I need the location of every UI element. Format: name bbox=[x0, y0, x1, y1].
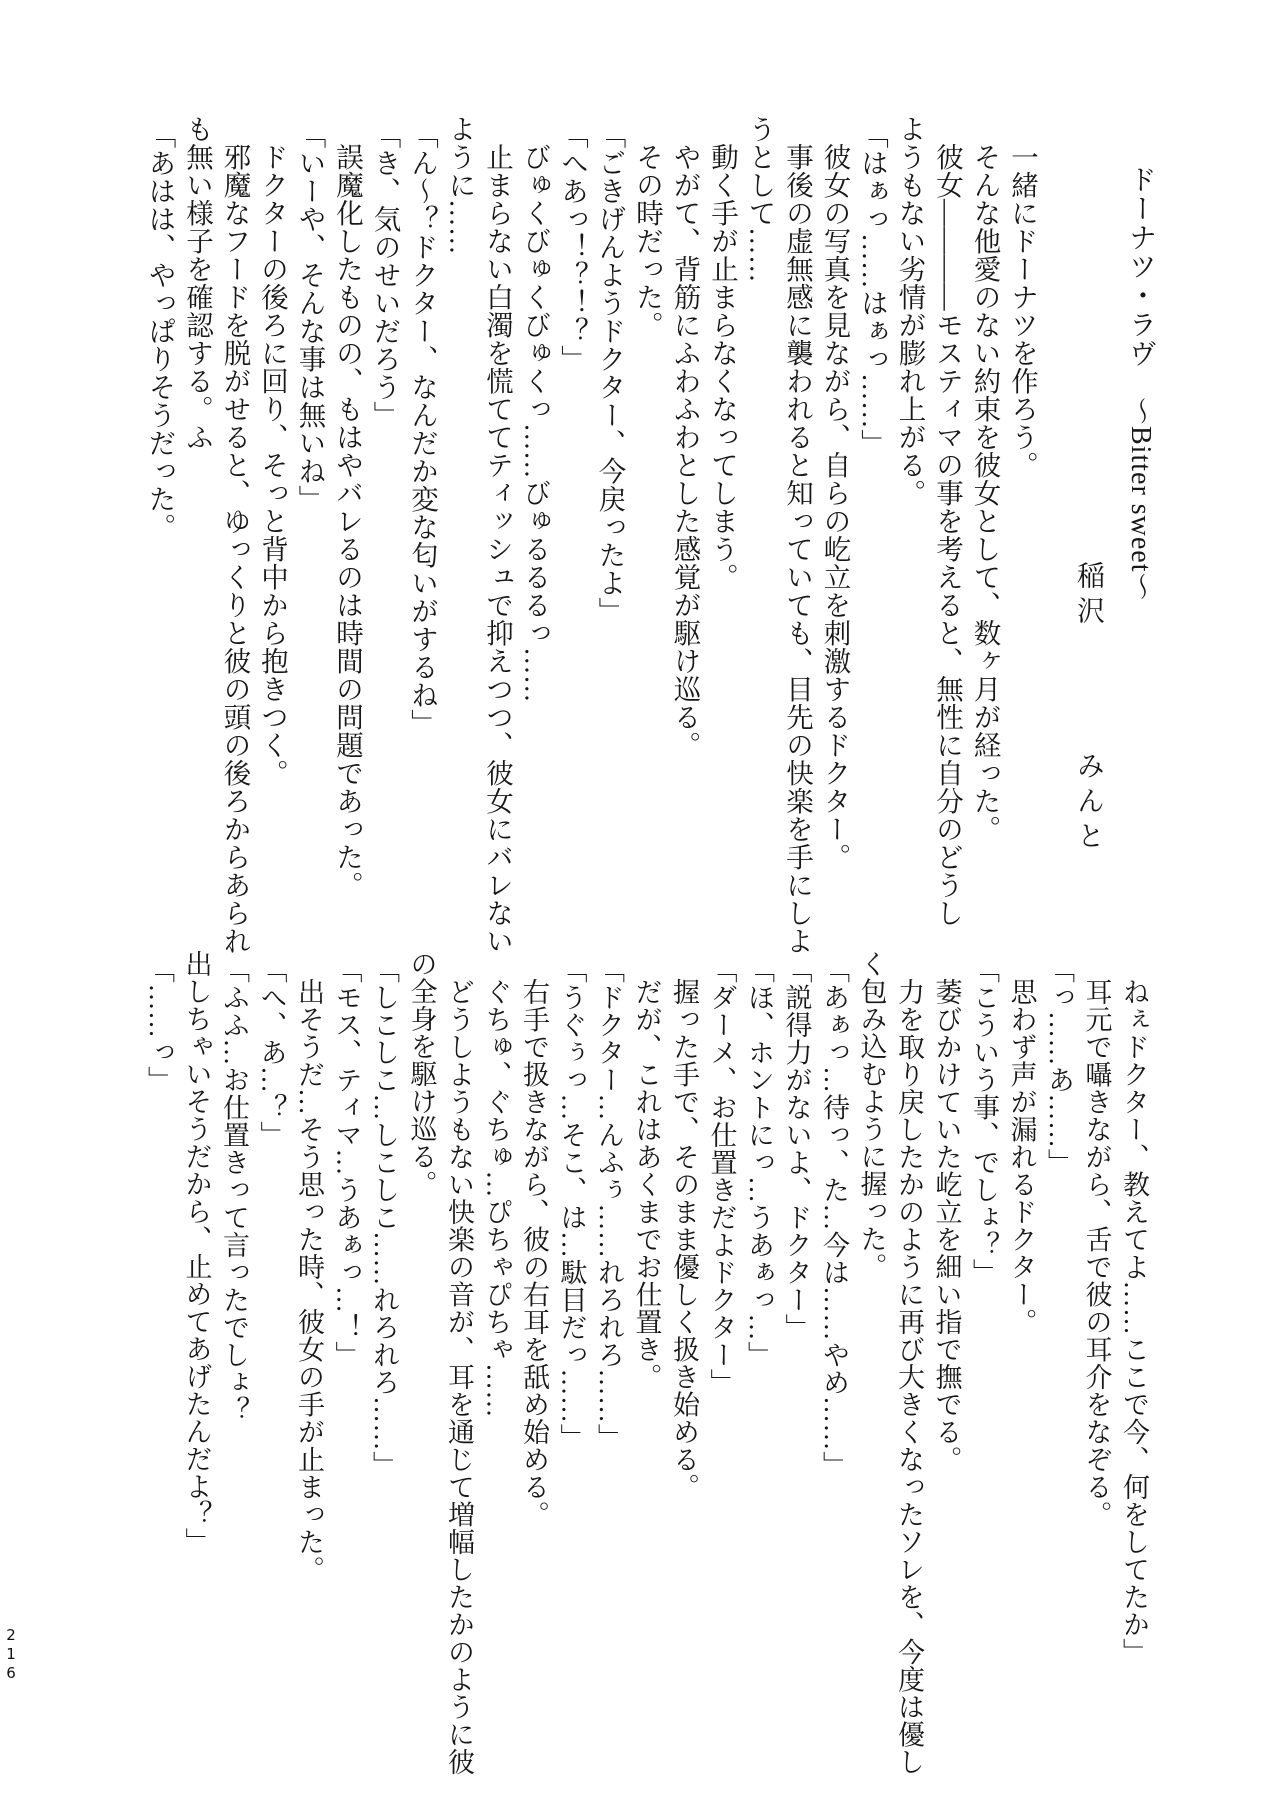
dialogue-column: 「へあっ！？！？」 bbox=[557, 121, 588, 373]
dialogue-column: 「ほ、ホントにっ…うあぁっ…」 bbox=[744, 956, 774, 1369]
dialogue-column: 「ドクター…んふぅ……れろれろ……」 bbox=[594, 956, 624, 1451]
author-name-gap bbox=[1088, 631, 1089, 751]
dialogue-column: 「こういう事、でしょ？」 bbox=[969, 956, 999, 1286]
paragraph-column: やがて、背筋にふわふわとした感覚が駆け巡る。 bbox=[669, 143, 701, 759]
paragraph-column: 動く手が止まらなくなってしまう。 bbox=[707, 143, 738, 591]
paragraph-column: その時だった。 bbox=[632, 143, 663, 339]
continuation-column: 出しちゃいそうだから、止めてあげたんだよ？」 bbox=[181, 950, 212, 1555]
author-name-part: みんと bbox=[1073, 751, 1104, 856]
dialogue-column: 「モス、ティマ…うあぁっ…！」 bbox=[331, 956, 362, 1369]
continuation-column: ように…… bbox=[444, 115, 476, 255]
dialogue-column: 「ごきげんようドクター、今戻ったよ」 bbox=[594, 121, 626, 625]
paragraph-column: 握った手で、そのまま優しく扱き始める。 bbox=[669, 978, 699, 1501]
continuation-column: うとして…… bbox=[744, 115, 776, 283]
dialogue-column: 「いーや、そんな事は無いね」 bbox=[294, 121, 326, 513]
story-title-column: ドーナツ・ラヴ ～Bitter sweet～ bbox=[1125, 165, 1156, 602]
paragraph-column: 思わず声が漏れるドクター。 bbox=[1006, 978, 1037, 1336]
dialogue-column: 「説得力がないよ、ドクター」 bbox=[781, 956, 812, 1341]
paragraph-column: 一緒にドーナツを作ろう。 bbox=[1007, 143, 1038, 479]
dialogue-column: 「うぐぅっ…そこ、は…駄目だっ……」 bbox=[556, 956, 587, 1451]
dialogue-column: 「あぁっ…待っ、た…今は……やめ……」 bbox=[819, 956, 849, 1479]
bottom-text-block bbox=[135, 950, 1149, 1776]
dialogue-column: 「き、気のせいだろう」 bbox=[369, 121, 401, 429]
continuation-column: も無い様子を確認する。ふ bbox=[182, 115, 213, 451]
paragraph-column: ねぇドクター、教えてよ……ここで今、何をしてたか」 bbox=[1119, 978, 1149, 1666]
paragraph-column: 彼女の写真を見ながら、自らの屹立を刺激するドクター。 bbox=[819, 143, 851, 871]
paragraph-column: そんな他愛のない約束を彼女として、数ヶ月が経った。 bbox=[969, 143, 1001, 843]
paragraph-column: 力を取り戻したかのように再び大きくなったソレを、今度は優し bbox=[894, 978, 924, 1776]
paragraph-column: どうしようもない快楽の音が、耳を通じて増幅したかのように彼 bbox=[444, 978, 474, 1776]
dialogue-column: 「へ、あ…？」 bbox=[256, 956, 287, 1149]
paragraph-column: 誤魔化したものの、もはやバレるのは時間の問題であった。 bbox=[332, 143, 363, 899]
dialogue-column: 「ふふ…お仕置きって言ったでしょ？ bbox=[219, 956, 249, 1424]
dialogue-column: 「はぁっ……はぁっ……」 bbox=[857, 121, 888, 457]
paragraph-column: 事後の虚無感に襲われると知っていても、目先の快楽を手にしよ bbox=[782, 143, 813, 955]
dialogue-column: 「あはは、やっぱりそうだった。 bbox=[144, 121, 176, 541]
page-number: 216 bbox=[2, 1626, 20, 1683]
dialogue-column: 「ん～？ドクター、なんだか変な匂いがするね」 bbox=[407, 121, 438, 737]
top-text-block bbox=[136, 115, 1156, 955]
paragraph-column: 邪魔なフードを脱がせると、ゆっくりと彼の頭の後ろからあられ bbox=[219, 143, 251, 955]
author-name-part: 稲沢 bbox=[1073, 561, 1104, 631]
paragraph-column: 彼女――――モスティマの事を考えると、無性に自分のどうし bbox=[932, 143, 963, 927]
continuation-column: の全身を駆け巡る。 bbox=[406, 950, 437, 1198]
paragraph-column: ぐちゅ、ぐちゅ…ぴちゃぴちゃ…… bbox=[481, 978, 512, 1418]
paragraph-column: 右手で扱きながら、彼の右耳を舐め始める。 bbox=[519, 978, 549, 1528]
paragraph-column: だが、これはあくまでお仕置き。 bbox=[631, 978, 662, 1391]
paragraph-column: 耳元で囁きながら、舌で彼の耳介をなぞる。 bbox=[1081, 978, 1112, 1528]
paragraph-column: 止まらない白濁を慌ててティッシュで抑えつつ、彼女にバレない bbox=[482, 143, 513, 955]
dialogue-column: 「しこしこ…しこしこ……れろれろ……」 bbox=[369, 956, 399, 1479]
paragraph-column: びゅくびゅくびゅくっ……びゅるるるっ…… bbox=[519, 143, 551, 703]
dialogue-column: 「ダーメ、お仕置きだよドクター」 bbox=[706, 956, 737, 1396]
continuation-column: く包み込むように握った。 bbox=[856, 950, 887, 1280]
continuation-column: ようもない劣情が膨れ上がる。 bbox=[894, 115, 926, 507]
author-name-column bbox=[1036, 115, 1102, 931]
dialogue-column: 「……っ」 bbox=[144, 956, 174, 1094]
paragraph-column: ドクターの後ろに回り、そっと背中から抱きつく。 bbox=[257, 143, 288, 787]
paragraph-column: 萎びかけていた屹立を細い指で撫でる。 bbox=[931, 978, 962, 1473]
paragraph-column: 出そうだ…そう思った時、彼女の手が止まった。 bbox=[294, 978, 324, 1583]
dialogue-column: 「っ……あ……」 bbox=[1044, 956, 1074, 1176]
